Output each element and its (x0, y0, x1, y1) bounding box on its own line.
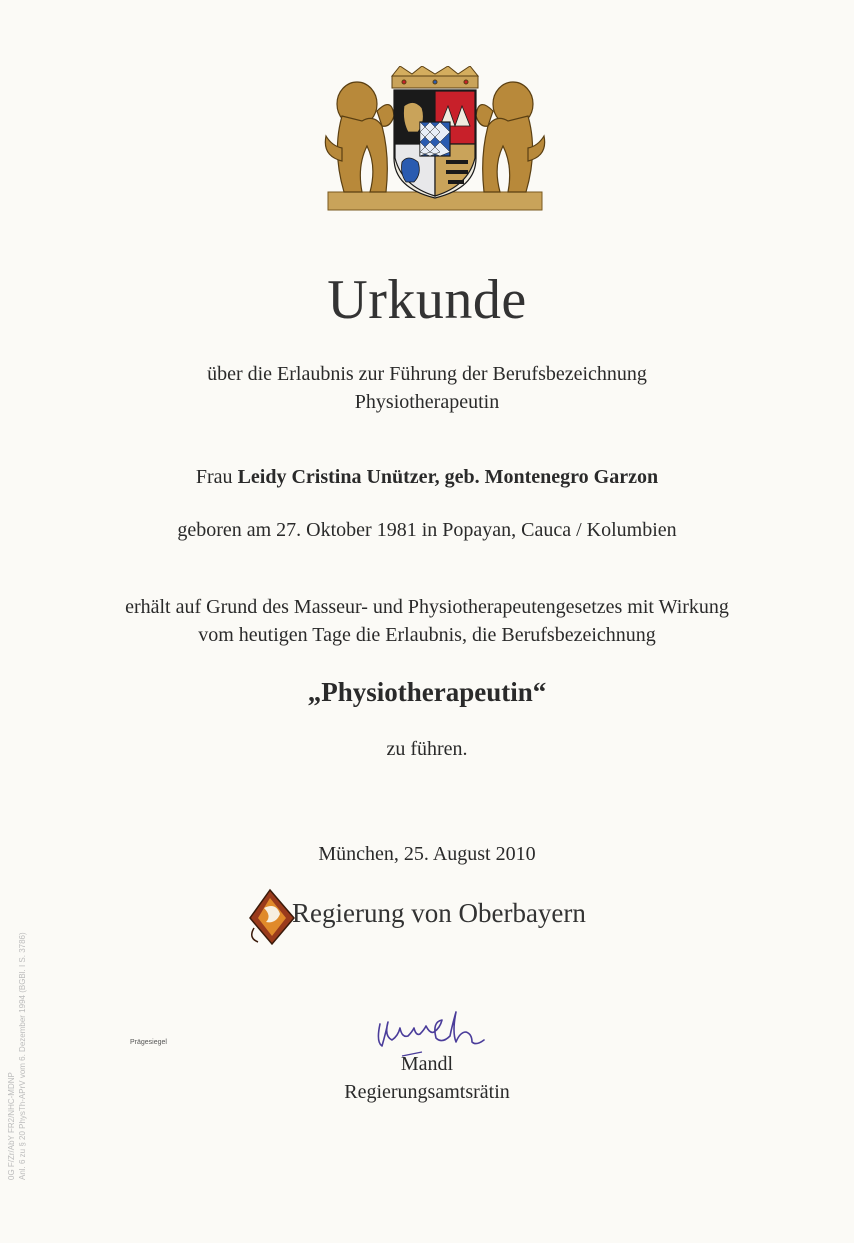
seal-label: Prägesiegel (130, 1039, 167, 1046)
bavarian-coat-of-arms-icon (322, 66, 548, 214)
subtitle-line-1: über die Erlaubnis zur Führung der Berufsbezeichnung (207, 363, 647, 385)
birth-line: geboren am 27. Oktober 1981 in Popayan, Cauca / Kolumbien (177, 519, 677, 541)
grant-line-1: erhält auf Grund des Masseur- und Physiotherapeutengesetzes mit Wirkung (125, 596, 729, 618)
place-date: München, 25. August 2010 (318, 843, 536, 865)
issuer-block (246, 884, 646, 950)
margin-note-line-1: 0G F/Zr/AbY FR2/NHC-MDNP (7, 1072, 16, 1180)
signer-title: Regierungsamtsrätin (344, 1081, 510, 1103)
holder-line (0, 466, 854, 489)
margin-note-line-2: Anl. 6 zu § 20 PhysTh-APrV vom 6. Dezember 1994 (BGBl. I S. 3786) (18, 932, 27, 1180)
closing-line: zu führen. (386, 738, 468, 760)
salutation: Frau (195, 466, 233, 488)
signer-name: Mandl (400, 1053, 454, 1075)
issuer-name: Regierung von Oberbayern (292, 898, 586, 928)
grant-line-2: vom heutigen Tage die Erlaubnis, die Berufsbezeichnung (198, 624, 656, 646)
oberbayern-diamond-logo (246, 888, 298, 946)
margin-note (6, 932, 28, 1180)
document-title: Urkunde (327, 269, 527, 331)
profession-title: „Physiotherapeutin“ (307, 677, 547, 707)
holder-name: Leidy Cristina Unützer, geb. Montenegro Garzon (237, 466, 659, 488)
subtitle-line-2: Physiotherapeutin (354, 391, 500, 413)
